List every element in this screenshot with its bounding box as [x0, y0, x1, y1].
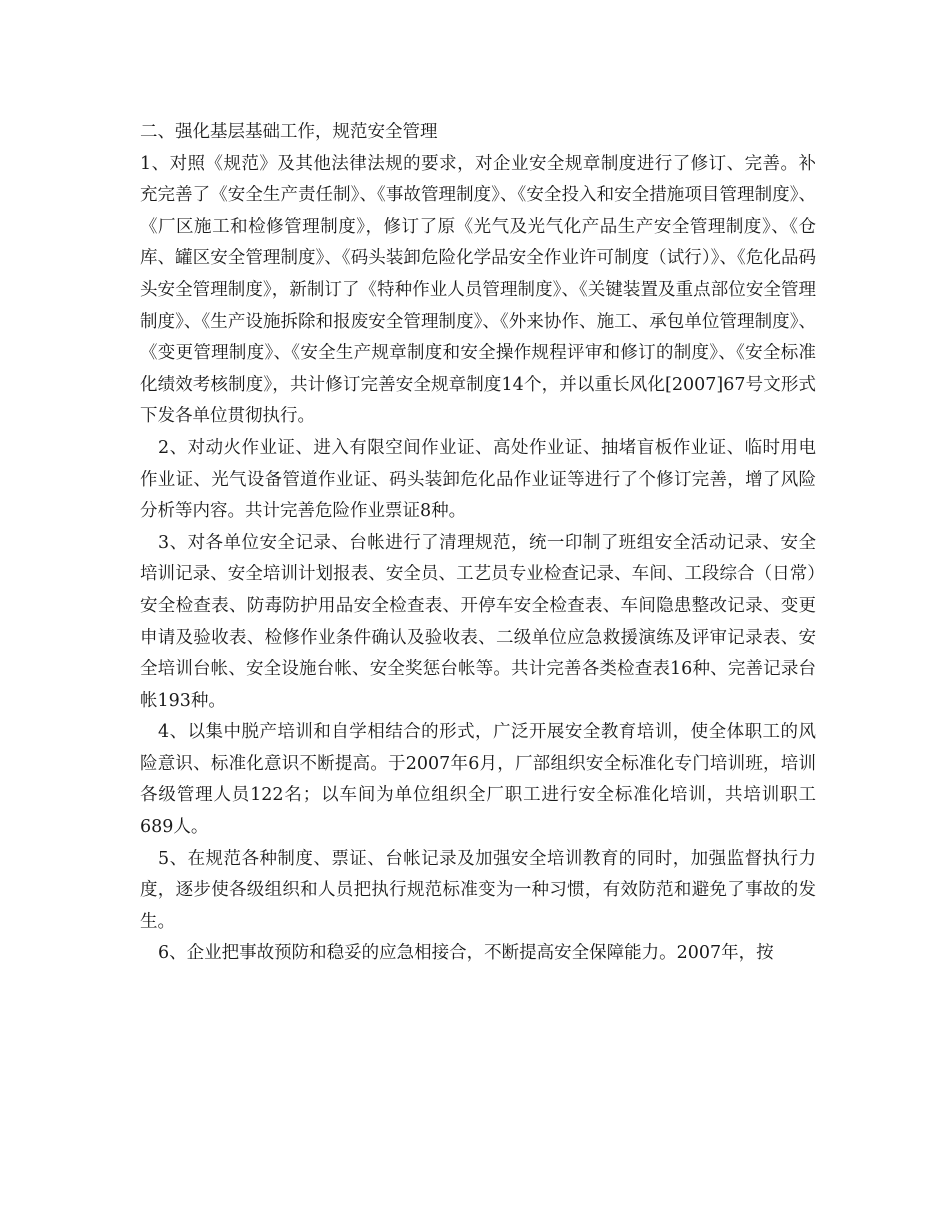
- paragraph-3: 3、对各单位安全记录、台帐进行了清理规范，统一印制了班组安全活动记录、安全培训记录、安全培训计划报表、安全员、工艺员专业检查记录、车间、工段综合（日常）安全检查表、防毒防护用品安全检查表、开停车安全检查表、车间隐患整改记录、变更申请及验收表、检修作业条件确认及验收表、二级单位应急救援演练及评审记录表、安全培训台帐、安全设施台帐、安全奖惩台帐等。共计完善各类检查表16种、完善记录台帐193种。: [140, 532, 816, 711]
- paragraph-1: 1、对照《规范》及其他法律法规的要求，对企业安全规章制度进行了修订、完善。补充完善了《安全生产责任制》、《事故管理制度》、《安全投入和安全措施项目管理制度》、《厂区施工和检修管理制度》，修订了原《光气及光气化产品生产安全管理制度》、《仓库、罐区安全管理制度》、《码头装卸危险化学品安全作业许可制度（试行）》、《危化品码头安全管理制度》，新制订了《特种作业人员管理制度》、《关键装置及重点部位安全管理制度》、《生产设施拆除和报废安全管理制度》、《外来协作、施工、承包单位管理制度》、《变更管理制度》、《安全生产规章制度和安全操作规程评审和修订的制度》、《安全标准化绩效考核制度》，共计修订完善安全规章制度14个，并以重长风化[2007]67号文形式下发各单位贯彻执行。: [140, 153, 816, 427]
- paragraph-2: 2、对动火作业证、进入有限空间作业证、高处作业证、抽堵盲板作业证、临时用电作业证、光气设备管道作业证、码头装卸危化品作业证等进行了个修订完善，增了风险分析等内容。共计完善危险作业票证8种。: [140, 437, 816, 522]
- paragraph-6: 6、企业把事故预防和稳妥的应急相接合，不断提高安全保障能力。2007年，按: [158, 943, 774, 964]
- paragraph-5: 5、在规范各种制度、票证、台帐记录及加强安全培训教育的同时，加强监督执行力度，逐步使各级组织和人员把执行规范标准变为一种习惯，有效防范和避免了事故的发生。: [140, 848, 816, 932]
- paragraph-4: 4、以集中脱产培训和自学相结合的形式，广泛开展安全教育培训，使全体职工的风险意识、标准化意识不断提高。于2007年6月，厂部组织安全标准化专门培训班，培训各级管理人员122名；以车间为单位组织全厂职工进行安全标准化培训，共培训职工689人。: [140, 722, 816, 838]
- document-body: [140, 117, 816, 970]
- section-heading: 二、强化基层基础工作，规范安全管理: [140, 122, 438, 142]
